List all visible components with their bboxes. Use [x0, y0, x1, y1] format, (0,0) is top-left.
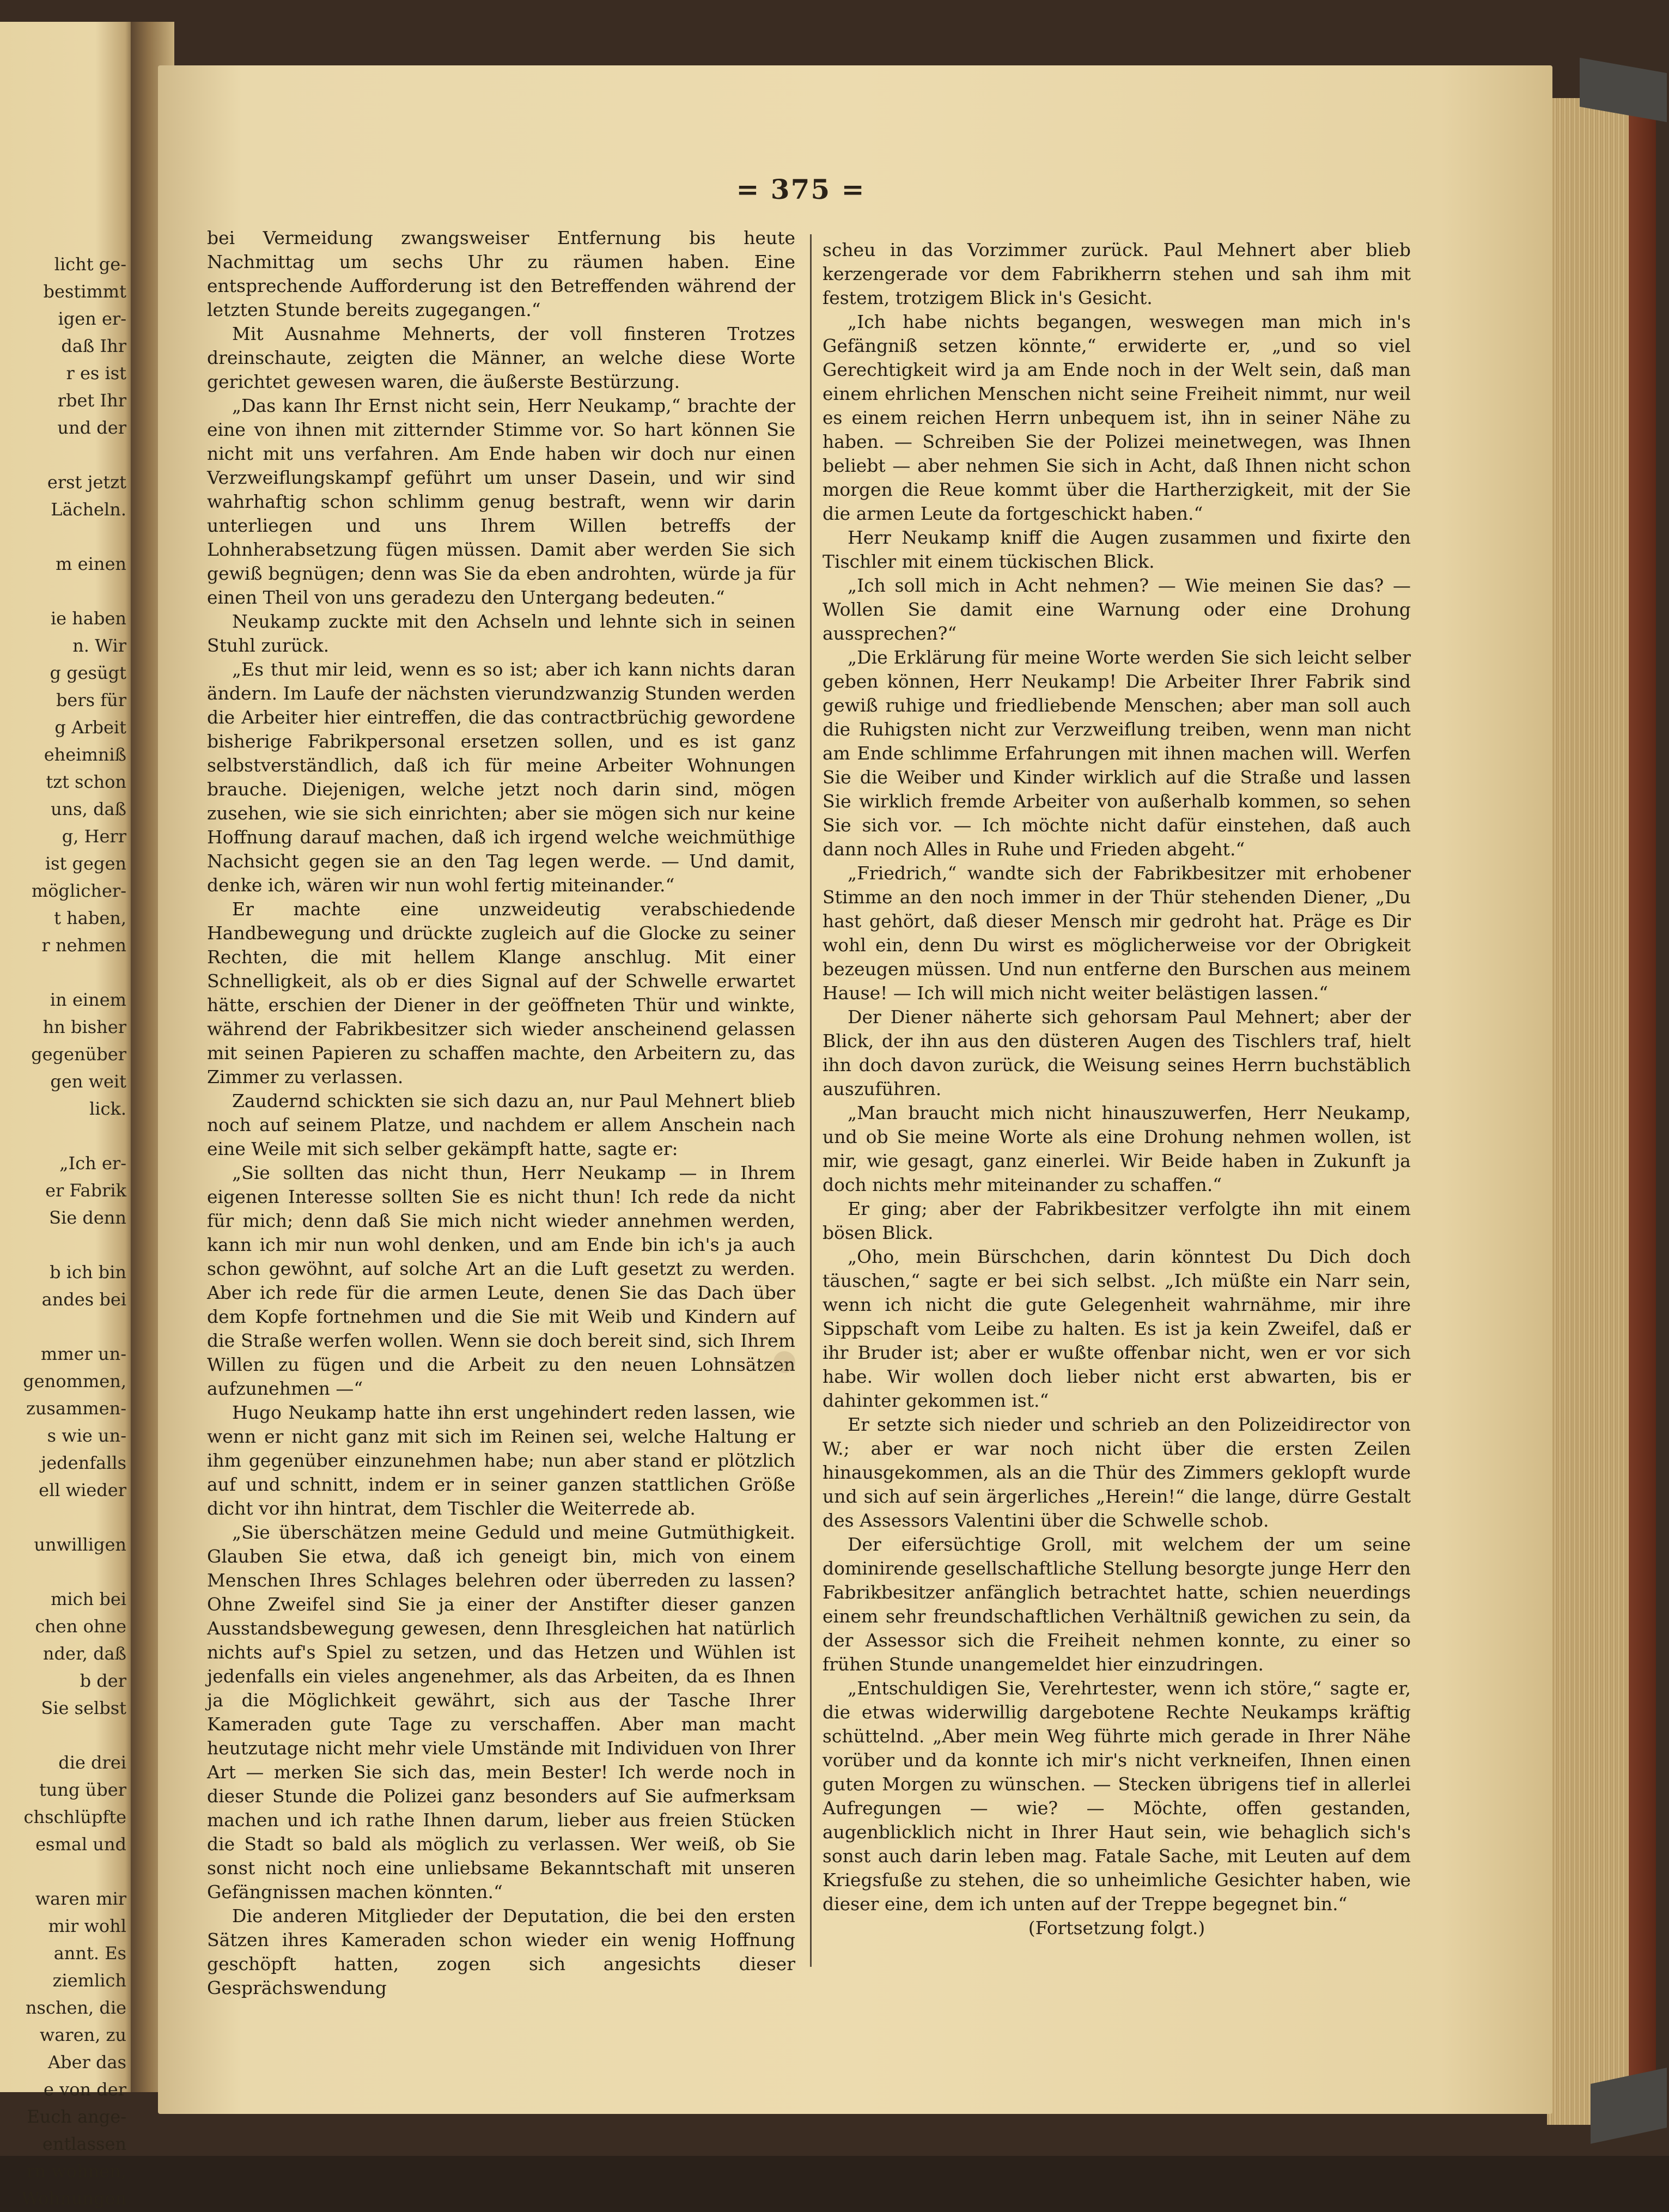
- left-page-fragment: e von der: [44, 2079, 126, 2100]
- paragraph: „Oho, mein Bürschchen, darin könntest Du Dich doch täuschen,“ sagte er bei sich selbst. „Ich müßte ein Narr sein, wenn ich nicht die gute Gelegenheit wahrnähme, mir ihre Sippschaft vom Leibe zu halten. Es ist ja kein Zweifel, daß er ihr Bruder ist; aber er wußte offenbar nicht, wen er vor sich habe. Wir wollen doch lieber nicht erst abwarten, bis er dahinter gekommen ist.“: [823, 1246, 1411, 1411]
- left-page-fragment: [0, 959, 131, 986]
- left-page-fragment: daß Ihr: [61, 336, 126, 356]
- left-page-fragment: uns, daß: [51, 799, 126, 819]
- left-page-fragment: [0, 523, 131, 550]
- left-page-fragment: ie haben: [50, 608, 126, 629]
- left-page-fragment: licht ge-: [54, 254, 126, 275]
- left-page-fragment: [0, 1722, 131, 1749]
- paragraph: Der Diener näherte sich gehorsam Paul Mehnert; aber der Blick, der ihn aus den düsteren Augen des Tischlers traf, hielt ihn doch davon zurück, die Weisung seines Herrn buchstäblich auszuführen.: [823, 1006, 1411, 1099]
- left-page-fragment: möglicher-: [31, 880, 126, 901]
- left-page-fragment: Sie denn: [49, 1207, 126, 1228]
- left-page-fragment: g, Herr: [62, 826, 126, 847]
- left-page-fragment: b ich bin: [50, 1262, 126, 1283]
- left-page-fragment: tzt schon: [46, 771, 126, 792]
- paragraph: Herr Neukamp kniff die Augen zusammen und fixirte den Tischler mit einem tückischen Blick.: [823, 527, 1411, 572]
- left-page-fragment: andes bei: [41, 1289, 126, 1310]
- left-page-fragment: rbet Ihr: [57, 390, 126, 411]
- paragraph: „Die Erklärung für meine Worte werden Sie sich leicht selber geben können, Herr Neukamp! Die Arbeiter Ihrer Fabrik sind gewiß ruhige und friedliebende Menschen; aber man soll auch die Ruhigsten nicht zur Verzweiflung treiben, wenn man nicht am Ende schlimme Erfahrungen mit ihnen machen will. Werfen Sie die Weiber und Kinder wirklich auf die Straße und lassen Sie wirklich fremde Arbeiter von außerhalb kommen, so sehen Sie sich vor. — Ich möchte nicht dafür einstehen, daß auch dann noch Alles in Ruhe und Frieden abgeht.“: [823, 647, 1411, 860]
- left-page-fragment: [0, 1558, 131, 1585]
- left-page-fragment: Aber das: [48, 2052, 126, 2073]
- left-page-fragment: [0, 1858, 131, 1885]
- paragraph: Die anderen Mitglieder der Deputation, die bei den ersten Sätzen ihres Kameraden schon wieder ein wenig Hoffnung geschöpft hatten, zogen sich angesichts dieser Gesprächswendung: [207, 1905, 795, 1998]
- left-page-fragment: genommen,: [23, 1371, 126, 1391]
- page-number: = 375 =: [736, 173, 866, 205]
- left-page-fragment: ist gegen: [45, 853, 126, 874]
- left-page-fragment: bestimmt: [43, 281, 126, 302]
- left-page-fragment: rn wohnen,: [26, 2161, 126, 2181]
- left-page-fragment: n. Wir: [72, 635, 126, 656]
- left-page-fragment: annt. Es: [53, 1943, 126, 1964]
- paragraph: „Entschuldigen Sie, Verehrtester, wenn ich störe,“ sagte er, die etwas widerwillig dargebotene Rechte Neukamps kräftig schüttelnd. „Aber mein Weg führte mich gerade in Ihrer Nähe vorüber und da konnte ich mir's nicht verkneifen, Ihnen einen guten Morgen zu wünschen. — Stecken übrigens tief in allerlei Aufregungen — wie? — Möchte, offen gestanden, augenblicklich nicht in Ihrer Haut sein, wie behaglich sich's sonst auch darin leben mag. Fatale Sache, mit Leuten auf dem Kriegsfuße zu stehen, die so unheimliche Gesichter haben, wie dieser eine, dem ich unten auf der Treppe begegnet bin.“: [823, 1678, 1411, 1915]
- paragraph: Er ging; aber der Fabrikbesitzer verfolgte ihn mit einem bösen Blick.: [823, 1198, 1411, 1243]
- paragraph: „Sie sollten das nicht thun, Herr Neukamp — in Ihrem eigenen Interesse sollten Sie es nicht thun! Ich rede da nicht für mich; denn daß Sie mich nicht wieder annehmen werden, kann ich mir nun wohl denken, und am Ende bin ich's ja auch schon gewöhnt, auf solche Art an die Luft gesetzt zu werden. Aber ich rede für die armen Leute, denen Sie das Dach über dem Kopfe fortnehmen und die Sie mit Weib und Kindern auf die Straße werfen wollen. Wenn sie doch bereit sind, sich Ihrem Willen zu fügen und die Arbeit zu den neuen Lohnsätzen aufzunehmen —“: [207, 1162, 795, 1399]
- left-page-fragment: mir wohl: [48, 1916, 126, 1936]
- paragraph: „Man braucht mich nicht hinauszuwerfen, Herr Neukamp, und ob Sie meine Worte als eine Drohung nehmen wollen, ist mir, wie gesagt, ganz einerlei. Wir Beide haben in Zukunft ja doch nichts mehr miteinander zu schaffen.“: [823, 1102, 1411, 1195]
- left-page-fragment: zusammen-: [26, 1398, 126, 1419]
- left-page-fragment: nder, daß: [42, 1643, 126, 1664]
- left-page-fragment: m einen: [56, 554, 126, 574]
- left-page-fragment: r nehmen: [41, 935, 126, 956]
- left-page-fragment: bers für: [56, 690, 126, 710]
- paragraph: „Friedrich,“ wandte sich der Fabrikbesitzer mit erhobener Stimme an den noch immer in der Thür stehenden Diener, „Du hast gehört, daß dieser Mensch mir gedroht hat. Präge es Dir wohl ein, denn Du wirst es möglicherweise vor der Obrigkeit bezeugen müssen. Und nun entferne den Burschen aus meinem Hause! — Ich will mich nicht weiter belästigen lassen.“: [823, 862, 1411, 1004]
- paragraph: „Ich habe nichts begangen, weswegen man mich in's Gefängniß setzen könnte,“ erwiderte er, „und so viel Gerechtigkeit wird ja am Ende noch in der Welt sein, daß man einem ehrlichen Menschen nicht seine Freiheit nimmt, nur weil es einem reichen Herrn unbequem ist, ihn in seiner Nähe zu haben. — Schreiben Sie der Polizei meinetwegen, was Ihnen beliebt — aber nehmen Sie sich in Acht, daß Ihnen nicht schon morgen die Reue kommt über die Hartherzigkeit, mit der Sie die armen Leute da fortgeschickt haben.“: [823, 311, 1411, 524]
- left-page-fragment: er Fabrik: [45, 1180, 126, 1201]
- paragraph: bei Vermeidung zwangsweiser Entfernung bis heute Nachmittag um sechs Uhr zu räumen haben. Eine entsprechende Aufforderung ist den Betreffenden während der letzten Stunde bereits zugegangen.“: [207, 227, 795, 320]
- paragraph: scheu in das Vorzimmer zurück. Paul Mehnert aber blieb kerzengerade vor dem Fabrikherrn stehen und sah ihm mit festem, trotzigem Blick in's Gesicht.: [823, 239, 1411, 308]
- left-page-fragment: gen weit: [50, 1071, 126, 1092]
- text-column-right: [823, 238, 1411, 1940]
- left-page-fragment: mich bei: [51, 1589, 126, 1609]
- left-page-fragment: waren mir: [35, 1888, 126, 1909]
- left-page-fragment: Lächeln.: [51, 499, 126, 520]
- left-page-fragment: t haben,: [54, 908, 126, 928]
- left-page-fragment: in einem: [50, 989, 126, 1010]
- paper-stain: [773, 1351, 795, 1373]
- paragraph: „Sie überschätzen meine Geduld und meine Gutmüthigkeit. Glauben Sie etwa, daß ich geneigt bin, mich von einem Menschen Ihres Schlages belehren oder überreden zu lassen? Ohne Zweifel sind Sie ja einer der Anstifter dieser ganzen Ausstandsbewegung gewesen, denn Ihresgleichen hat natürlich nichts auf's Spiel zu setzen, und das Hetzen und Wühlen ist jedenfalls ein vieles angenehmer, als das Arbeiten, da es Ihnen ja die Möglichkeit gewährt, sich aus der Tasche Ihrer Kameraden gute Tage zu verschaffen. Aber man macht heutzutage nicht mehr viele Umstände mit Individuen von Ihrer Art — merken Sie sich das, mein Bester! Ich werde noch in dieser Stunde die Polizei ganz besonders auf Sie aufmerksam machen und ich rathe Ihnen darum, lieber aus freien Stücken die Stadt so bald als möglich zu verlassen. Wer weiß, ob Sie sonst nicht noch eine unliebsame Bekanntschaft mit unseren Gefängnissen machen könnten.“: [207, 1522, 795, 1903]
- left-page-fragment: tung über: [39, 1779, 126, 1800]
- left-page-fragment: Sie selbst: [41, 1698, 126, 1718]
- left-page-fragment: waren, zu: [39, 2025, 126, 2045]
- left-facing-page: [0, 22, 136, 2209]
- text-column-left: [207, 226, 795, 2000]
- paragraph: „Das kann Ihr Ernst nicht sein, Herr Neukamp,“ brachte der eine von ihnen mit zitternder Stimme vor. So hart können Sie nicht mit uns verfahren. Am Ende haben wir doch nur einen Verzweiflungskampf geführt um unser Dasein, und wir sind wahrhaftig schon schlimm genug bestraft, wenn wir darin unterliegen und uns Ihrem Willen betreffs der Lohnherabsetzung fügen müssen. Damit aber werden Sie sich gewiß begnügen; denn was Sie da eben androhten, würde ja für einen Theil von uns geradezu den Untergang bedeuten.“: [207, 395, 795, 608]
- left-page-fragment: eheimniß: [44, 744, 126, 765]
- left-page-fragment: r es ist: [66, 363, 126, 384]
- left-page-fragment: ziemlich: [52, 1970, 126, 1991]
- left-page-fragment: lick.: [89, 1098, 126, 1119]
- paragraph: Er machte eine unzweideutig verabschiedende Handbewegung und drückte zugleich auf die Glocke zu seiner Rechten, die mit hellem Klange anschlug. Mit einer Schnelligkeit, als ob er dies Signal auf der Schwelle erwartet hätte, erschien der Diener in der geöffneten Thür und winkte, während der Fabrikbesitzer sich wieder anscheinend gelassen mit seinen Papieren zu schaffen machte, den Arbeitern zu, das Zimmer zu verlassen.: [207, 898, 795, 1087]
- left-page-fragment: entlassen: [42, 2134, 126, 2154]
- left-page-fragment: und der: [57, 417, 126, 438]
- paragraph: Hugo Neukamp hatte ihn erst ungehindert reden lassen, wie wenn er nicht ganz mit sich im Reinen sei, welche Haltung er ihm gegenüber einzunehmen habe; nun aber stand er plötzlich auf und schnitt, indem er in seiner ganzen stattlichen Größe dicht vor ihn hintrat, dem Tischler die Weiterrede ab.: [207, 1402, 795, 1519]
- left-page-fragment: chen ohne: [35, 1616, 126, 1637]
- left-page-fragment: jedenfalls: [41, 1453, 126, 1473]
- left-page-fragment: Wohnungen: [21, 2188, 126, 2209]
- left-page-fragment: unwilligen: [34, 1534, 126, 1555]
- paragraph: Er setzte sich nieder und schrieb an den Polizeidirector von W.; aber er war noch nicht über die ersten Zeilen hinausgekommen, als an die Thür des Zimmers geklopft wurde und sich auf sein ärgerliches „Herein!“ die lange, dürre Gestalt des Assessors Valentini über die Schwelle schob.: [823, 1414, 1411, 1531]
- left-page-fragment: hn bisher: [42, 1017, 126, 1037]
- left-page-fragment: gegenüber: [31, 1044, 126, 1065]
- left-page-fragment: b der: [80, 1670, 126, 1691]
- continuation-note: (Fortsetzung folgt.): [1028, 1917, 1205, 1938]
- left-page-fragment: [0, 1122, 131, 1150]
- paragraph: Neukamp zuckte mit den Achseln und lehnte sich in seinen Stuhl zurück.: [207, 611, 795, 656]
- left-page-fragment: g Arbeit: [54, 717, 126, 738]
- left-page-fragment: erst jetzt: [47, 472, 126, 493]
- left-page-text-fragments: [0, 251, 131, 2212]
- left-page-fragment: ell wieder: [39, 1480, 126, 1500]
- left-page-fragment: igen er-: [58, 308, 126, 329]
- left-page-fragment: die drei: [58, 1752, 126, 1773]
- left-page-fragment: [0, 441, 131, 469]
- book-cover-edge: [1629, 87, 1656, 2130]
- left-page-fragment: s wie un-: [47, 1425, 126, 1446]
- paragraph: Mit Ausnahme Mehnerts, der voll finsteren Trotzes dreinschaute, zeigten die Männer, an welche diese Worte gerichtet gewesen waren, die äußerste Bestürzung.: [207, 323, 795, 392]
- left-page-fragment: „Ich er-: [59, 1153, 126, 1174]
- paragraph: Zaudernd schickten sie sich dazu an, nur Paul Mehnert blieb noch auf seinem Platze, und nachdem er allem Anschein nach eine Weile mit sich selber gekämpft hatte, sagte er:: [207, 1090, 795, 1159]
- left-page-fragment: chschlüpfte: [23, 1807, 126, 1827]
- left-page-fragment: [0, 1313, 131, 1340]
- column-divider: [810, 234, 812, 1967]
- left-page-fragment: Euch ange-: [27, 2106, 126, 2127]
- left-page-fragment: [0, 1231, 131, 1259]
- left-page-fragment: nschen, die: [25, 1997, 126, 2018]
- left-page-fragment: g gesügt: [50, 663, 126, 683]
- left-page-fragment: [0, 578, 131, 605]
- paragraph: „Es thut mir leid, wenn es so ist; aber ich kann nichts daran ändern. Im Laufe der nächsten vierundzwanzig Stunden werden die Arbeiter hier eintreffen, die das contractbrüchig gewordene bisherige Fabrikpersonal ersetzen sollen, und es ist ganz selbstverständlich, daß ich für meine Arbeiter Wohnungen brauche. Diejenigen, welche jetzt noch darin sind, mögen zusehen, wie sie sich einrichten; aber sie mögen sich nur keine Hoffnung darauf machen, daß ich irgend welche weichmüthige Nachsicht gegen sie an den Tag legen werde. — Und damit, denke ich, wären wir nun wohl fertig miteinander.“: [207, 659, 795, 896]
- left-page-fragment: esmal und: [35, 1834, 126, 1855]
- paragraph: Der eifersüchtige Groll, mit welchem der um seine dominirende gesellschaftliche Stellung besorgte junge Herr den Fabrikbesitzer anfänglich betrachtet hatte, schien neuerdings einem sehr freundschaftlichen Verhältniß gewichen zu sein, da der Assessor sich die Freiheit nehmen konnte, zu einer so frühen Stunde unangemeldet hier einzudringen.: [823, 1534, 1411, 1675]
- left-page-fragment: mmer un-: [40, 1344, 126, 1364]
- paragraph: „Ich soll mich in Acht nehmen? — Wie meinen Sie das? — Wollen Sie damit eine Warnung oder eine Drohung aussprechen?“: [823, 575, 1411, 644]
- left-page-fragment: [0, 1504, 131, 1531]
